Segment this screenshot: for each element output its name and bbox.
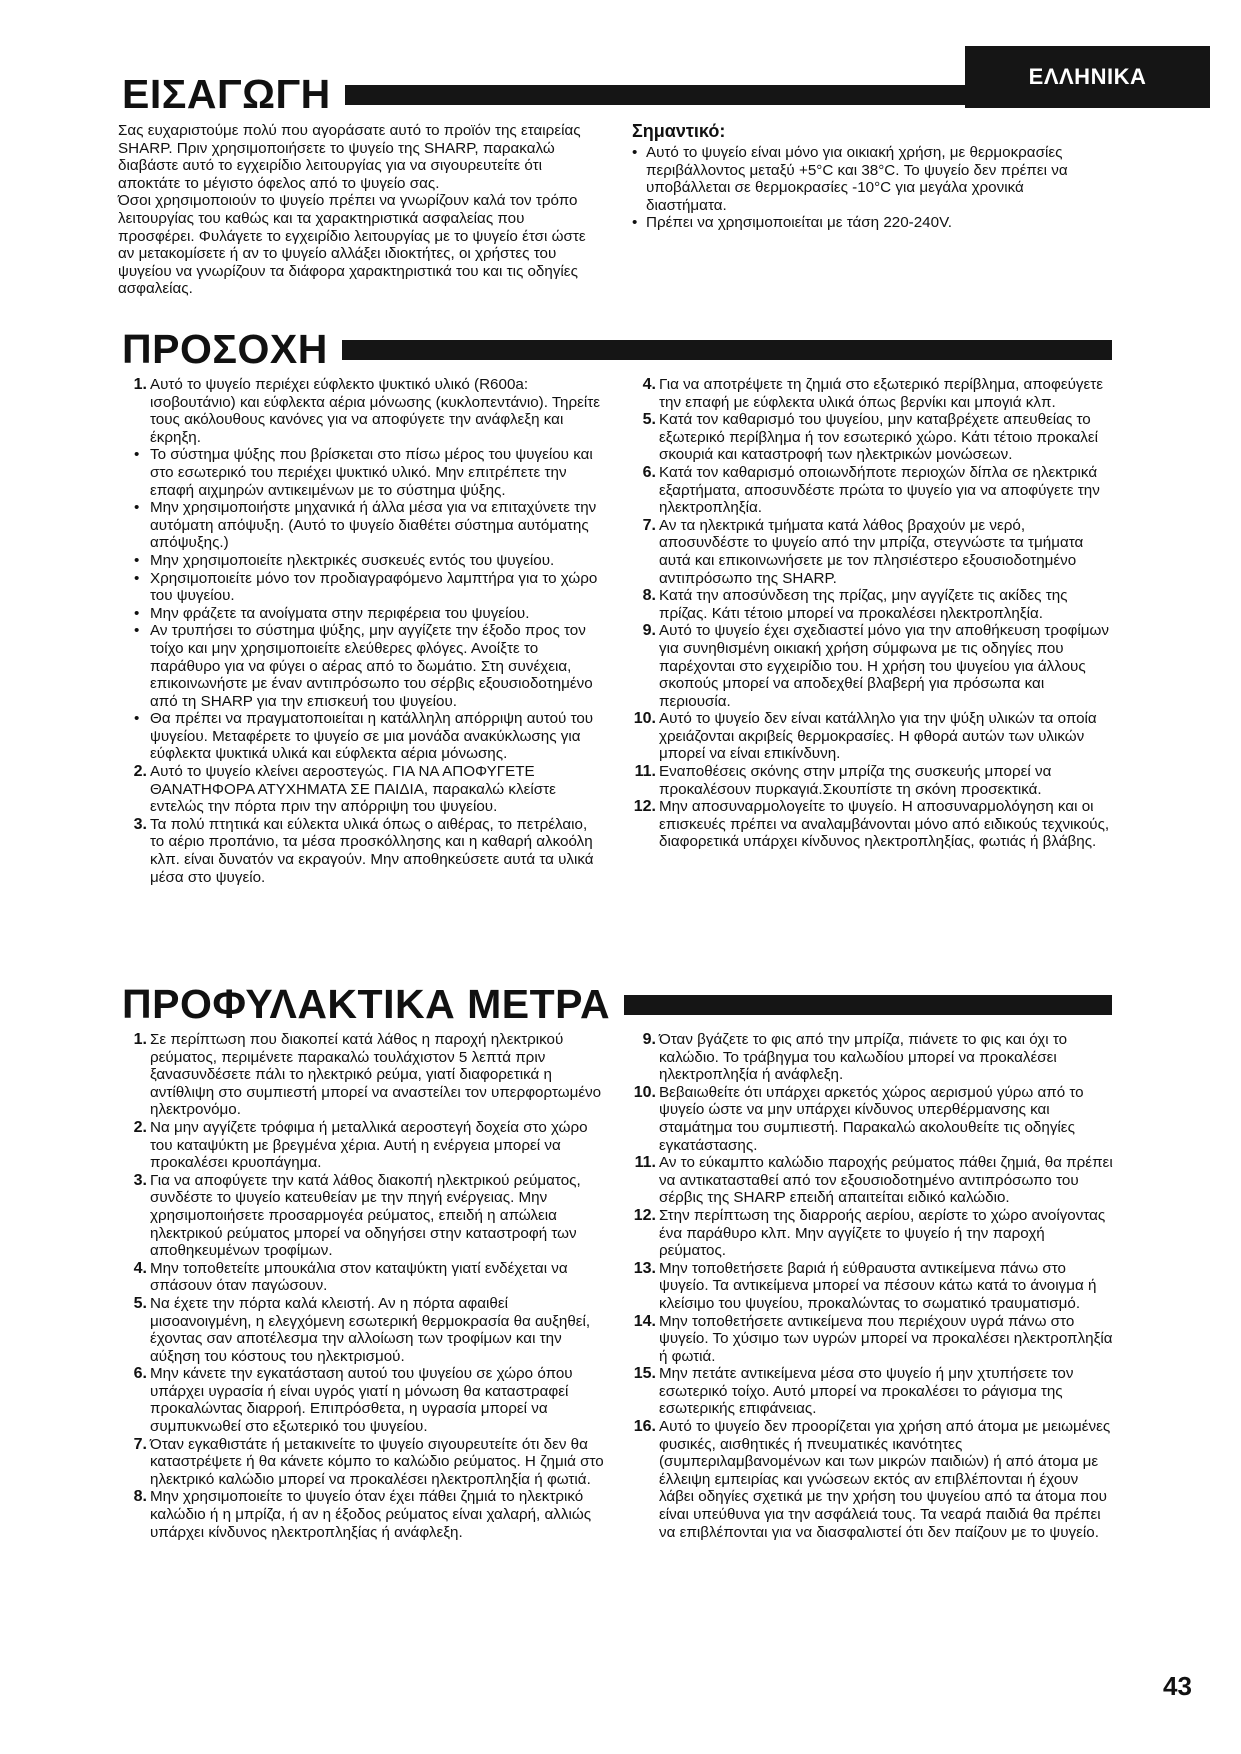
list-item — [626, 1365, 1114, 1418]
sub-bullet: • Αν τρυπήσει το σύστημα ψύξης, μην αγγίζετε την έξοδο προς τον τοίχο και μην χρησιμοποιείτε ελεύθερες φλόγες. Ανοίξτε το παράθυρο για να φύγει ο αέρας από το δωμάτιο. Στη συνέχεια, επικοινωνήστε με έναν αντιπρόσωπο του σέρβις εξουσιοδοτημένο από τη SHARP για την επισκευή του ψυγείου. — [134, 622, 605, 710]
list-item — [626, 1260, 1114, 1313]
item-text: Αυτό το ψυγείο δεν είναι κατάλληλο για την ψύξη υλικών τα οποία χρειάζονται ακριβείς θερμοκρασίες. Η φθορά αυτών των υλικών μπορεί να είναι επικίνδυνη. — [659, 710, 1097, 763]
item-text: Αυτό το ψυγείο περιέχει εύφλεκτο ψυκτικό υλικό (R600a: ισοβουτάνιο) και εύφλεκτα αέρια μόνωσης (κυκλοπεντάνιο). Τηρείτε τους ακόλουθους κανόνες για να αποφύγετε την ανάφλεξη και έκρηξη. — [150, 376, 601, 446]
caution-heading-row — [122, 326, 1112, 372]
list-item — [626, 763, 1114, 798]
item-text: Τα πολύ πτητικά και εύλεκτα υλικά όπως ο αιθέρας, το πετρέλαιο, το αέριο προπάνιο, τα μέσα προσκόλλησης και η καθαρή αλκοόλη κλπ. είναι δυνατόν να εκραγούν. Μην αποθηκεύσετε αυτά τα υλικά μέσα στο ψυγείο. — [150, 815, 594, 886]
sub-bullet: • Χρησιμοποιείτε μόνο τον προδιαγραφόμενο λαμπτήρα για το χώρο του ψυγείου. — [134, 570, 605, 605]
item-number: 7. — [133, 1435, 147, 1453]
item-text: Κατά τον καθαρισμό οποιωνδήποτε περιοχών δίπλα σε ηλεκτρικά εξαρτήματα, αποσυνδέστε πρώτα το ψυγείο για να αποφύγετε την ηλεκτροπληξία. — [659, 463, 1100, 517]
item-number: 16. — [633, 1418, 656, 1436]
list-item — [117, 1119, 605, 1172]
sub-bullet: • Μην χρησιμοποιήστε μηχανικά ή άλλα μέσα για να επιταχύνετε την αυτόματη απόψυξη. (Αυτό το ψυγείο διαθέτει σύστημα αυτόματης απόψυξης.) — [134, 499, 605, 552]
item-number: 3. — [133, 1171, 147, 1189]
language-tab: ΕΛΛΗΝΙΚΑ — [965, 46, 1210, 108]
list-item — [117, 1436, 605, 1489]
item-text: Μην τοποθετήσετε βαριά ή εύθραυστα αντικείμενα πάνω στο ψυγείο. Τα αντικείμενα μπορεί να πέσουν κάτω κατά το άνοιγμα ή κλείσιμο του ψυγείου, προκαλώντας το σωματικό τραυματισμό. — [659, 1259, 1097, 1312]
item-number: 12. — [633, 1206, 656, 1224]
precautions-left-list — [117, 1031, 605, 1541]
item-number: 12. — [633, 798, 656, 816]
sub-bullet: • Θα πρέπει να πραγματοποιείται η κατάλληλη απόρριψη αυτού του ψυγείου. Μεταφέρετε το ψυγείο σε μια μονάδα ανακύκλωσης για εύφλεκτα ψυκτικά υλικά και εύφλεκτα αέρια μόνωσης. — [134, 710, 605, 763]
important-item: • Πρέπει να χρησιμοποιείται με τάση 220-240V. — [632, 214, 1092, 232]
item-number: 5. — [642, 411, 656, 429]
list-item — [626, 710, 1114, 763]
item-number: 2. — [133, 1118, 147, 1136]
item-text: Αν τα ηλεκτρικά τμήματα κατά λάθος βραχούν με νερό, αποσυνδέστε το ψυγείο από την μπρίζα, στεγνώστε τα τμήματα αυτά και επικοινωνήσετε με τον πλησιέστερο εξουσιοδοτημένο αντιπρόσωπο της SHARP. — [659, 516, 1084, 587]
list-item — [626, 1084, 1114, 1154]
item-text: Αν το εύκαμπτο καλώδιο παροχής ρεύματος πάθει ζημιά, θα πρέπει να αντικατασταθεί από τον εξουσιοδοτημένο αντιπρόσωπο του σέρβις της SHARP επειδή απαιτείται ειδικό καλώδιο. — [659, 1154, 1113, 1207]
item-number: 11. — [634, 1154, 656, 1172]
item-number: 1. — [133, 1031, 147, 1048]
intro-heading: ΕΙΣΑΓΩΓΗ — [122, 71, 331, 117]
list-item — [626, 1207, 1114, 1260]
item-number: 9. — [642, 1031, 656, 1048]
item-text: Μην αποσυναρμολογείτε το ψυγείο. Η αποσυναρμολόγηση και οι επισκευές πρέπει να αναλαμβάνονται μόνο από ειδικούς τεχνικούς, διαφορετικά υπάρχει κίνδυνος ηλεκτροπληξίας, φωτιάς ή βλάβης. — [659, 798, 1110, 851]
item-text: Αυτό το ψυγείο κλείνει αεροστεγώς. ΓΙΑ ΝΑ ΑΠΟΦΥΓΕΤΕ ΘΑΝΑΤΗΦΟΡΑ ΑΤΥΧΗΜΑΤΑ ΣΕ ΠΑΙΔΙΑ, παρακαλώ κλείστε εντελώς την πόρτα πριν την απόρριψη του ψυγείου. — [150, 763, 556, 816]
caution-heading-bar — [342, 340, 1112, 360]
intro-paragraph: Σας ευχαριστούμε πολύ που αγοράσατε αυτό το προϊόν της εταιρείας SHARP. Πριν χρησιμοποιήσετε το ψυγείο της SHARP, παρακαλώ διαβάστε αυτό το εγχειρίδιο λειτουργίας για να σιγουρευτείτε ότι αποκτάτε το μέγιστο όφελος από το ψυγείο σας. — [118, 122, 581, 192]
precautions-heading: ΠΡΟΦΥΛΑΚΤΙΚΑ ΜΕΤΡΑ — [122, 981, 611, 1027]
item-number: 2. — [133, 763, 147, 781]
list-item — [626, 587, 1114, 622]
precautions-right-list — [626, 1031, 1114, 1541]
item-text: Στην περίπτωση της διαρροής αερίου, αερίστε το χώρο ανοίγοντας ένα παράθυρο κλπ. Μην αγγίζετε το ψυγείο ή την παροχή ρεύματος. — [659, 1206, 1106, 1260]
item-text: Για να αποτρέψετε τη ζημιά στο εξωτερικό περίβλημα, αποφεύγετε την επαφή με εύφλεκτα υλικά όπως βερνίκι και μπογιά κλπ. — [659, 376, 1104, 411]
list-item — [626, 517, 1114, 587]
sub-bullet-list — [134, 446, 605, 763]
caution-heading: ΠΡΟΣΟΧΗ — [122, 326, 328, 372]
intro-text — [118, 122, 604, 298]
intro-paragraph: Όσοι χρησιμοποιούν το ψυγείο πρέπει να γνωρίζουν καλά τον τρόπο λειτουργίας του καθώς και τα χαρακτηριστικά ασφαλείας που προσφέρει. Φυλάγετε το εγχειρίδιο λειτουργίας με το ψυγείο έτσι ώστε αν μετακομίσετε ή αν το ψυγείο αλλάξει ιδιοκτήτες, οι χρήστες του ψυγείου να γνωρίζουν τα διάφορα χαρακτηριστικά του και τις οδηγίες ασφαλείας. — [118, 192, 586, 298]
item-text: Κατά τον καθαρισμό του ψυγείου, μην καταβρέχετε απευθείας το εξωτερικό περίβλημα ή τον εσωτερικό χώρο. Κάτι τέτοιο προκαλεί σκουριά και καταστροφή των ηλεκτρικών μονώσεων. — [659, 411, 1099, 464]
item-text: Εναποθέσεις σκόνης στην μπρίζα της συσκευής μπορεί να προκαλέσουν πυρκαγιά.Σκουπίστε τη σκόνη προσεκτικά. — [659, 763, 1052, 798]
item-text: Βεβαιωθείτε ότι υπάρχει αρκετός χώρος αερισμού γύρω από το ψυγείο ώστε να μην υπάρχει κίνδυνος υπερθέρμανσης και σταμάτημα του συμπιεστή. Παρακαλώ ακολουθείτε τις οδηγίες εγκατάστασης. — [659, 1083, 1084, 1154]
item-number: 8. — [642, 587, 656, 605]
item-text: Όταν εγκαθιστάτε ή μετακινείτε το ψυγείο σιγουρευτείτε ότι δεν θα καταστρέψετε ή θα κάνετε κόμπο το καλώδιο ρεύματος. Η ζημιά στο ηλεκτρικό καλώδιο μπορεί να προκαλέσει ηλεκτροπληξία ή φωτιά. — [150, 1435, 604, 1488]
caution-right-list — [626, 376, 1114, 851]
precautions-heading-bar — [624, 995, 1112, 1015]
list-item — [117, 1365, 605, 1435]
list-item — [626, 1418, 1114, 1541]
item-text: Σε περίπτωση που διακοπεί κατά λάθος η παροχή ηλεκτρικού ρεύματος, περιμένετε παρακαλώ τουλάχιστον 5 λεπτά πριν ξανασυνδέσετε πάλι το ηλεκτρικό ρεύμα, γιατί διαφορετικά η αντίθλιψη στο συμπιεστή μπορεί να αναστείλει τον υπερφορτωμένο ηλεκτρονόμο. — [150, 1031, 602, 1119]
item-text: Μην πετάτε αντικείμενα μέσα στο ψυγείο ή μην χτυπήσετε τον εσωτερικό τοίχο. Αυτό μπορεί να προκαλέσει το ράγισμα της εσωτερικής επιφάνειας. — [659, 1365, 1074, 1418]
list-item — [117, 816, 605, 886]
item-number: 6. — [642, 463, 656, 481]
list-item — [117, 1260, 605, 1295]
list-item — [626, 411, 1114, 464]
item-number: 15. — [633, 1365, 656, 1383]
item-text: Να μην αγγίζετε τρόφιμα ή μεταλλικά αεροστεγή δοχεία στο χώρο του καταψύκτη με βρεγμένα χέρια. Αυτή η ενέργεια μπορεί να προκαλέσει κρυοπάγημα. — [150, 1118, 588, 1172]
list-item — [117, 1031, 605, 1119]
item-text: Όταν βγάζετε το φις από την μπρίζα, πιάνετε το φις και όχι το καλώδιο. Το τράβηγμα του καλωδίου μπορεί να προκαλέσει ηλεκτροπληξία ή ανάφλεξη. — [659, 1031, 1068, 1084]
item-number: 9. — [642, 622, 656, 640]
item-text: Μην τοποθετήσετε αντικείμενα που περιέχουν υγρά πάνω στο ψυγείο. Το χύσιμο των υγρών μπορεί να προκαλέσει ηλεκτροπληξία ή φωτιά. — [659, 1312, 1113, 1365]
item-text: Κατά την αποσύνδεση της πρίζας, μην αγγίζετε τις ακίδες της πρίζας. Κάτι τέτοιο μπορεί να προκαλέσει ηλεκτροπληξία. — [659, 587, 1068, 622]
item-number: 14. — [633, 1312, 656, 1330]
item-text: Να έχετε την πόρτα καλά κλειστή. Αν η πόρτα αφαιθεί μισοανοιγμένη, η ελεγχόμενη εσωτερική θερμοκρασία θα αυξηθεί, έχοντας σαν αποτέλεσμα την αλλοίωση των τροφίμων και την αύξηση του κόστους του ηλεκτρισμού. — [150, 1294, 591, 1365]
item-text: Μην τοποθετείτε μπουκάλια στον καταψύκτη γιατί ενδέχεται να σπάσουν όταν παγώσουν. — [150, 1259, 568, 1295]
important-item: • Αυτό το ψυγείο είναι μόνο για οικιακή χρήση, με θερμοκρασίες περιβάλλοντος μεταξύ +5°C και 38°C. Το ψυγείο δεν πρέπει να υποβάλλεται σε θερμοκρασίες -10°C για μεγάλα χρονικά διαστήματα. — [632, 144, 1092, 214]
item-number: 5. — [133, 1294, 147, 1312]
list-item — [117, 1488, 605, 1541]
item-number: 3. — [133, 815, 147, 833]
sub-bullet: • Μην χρησιμοποιείτε ηλεκτρικές συσκευές εντός του ψυγείου. — [134, 552, 605, 570]
sub-bullet: • Μην φράζετε τα ανοίγματα στην περιφέρεια του ψυγείου. — [134, 605, 605, 623]
item-number: 8. — [133, 1488, 147, 1506]
important-list — [632, 144, 1092, 232]
item-number: 10. — [633, 1083, 656, 1101]
precautions-heading-row — [122, 981, 1112, 1027]
sub-bullet: • Το σύστημα ψύξης που βρίσκεται στο πίσω μέρος του ψυγείου και στο εσωτερικό του περιέχει ψυκτικό υλικό. Μην επιτρέπετε την επαφή αιχμηρών αντικειμένων με το σύστημα ψύξης. — [134, 446, 605, 499]
intro-heading-row — [122, 71, 967, 117]
list-item — [626, 376, 1114, 411]
important-block — [632, 120, 1092, 232]
list-item — [626, 1313, 1114, 1366]
list-item — [626, 1154, 1114, 1207]
item-number: 1. — [133, 376, 147, 393]
page-number: 43 — [1163, 1671, 1192, 1701]
list-item — [117, 1172, 605, 1260]
item-text: Για να αποφύγετε την κατά λάθος διακοπή ηλεκτρικού ρεύματος, συνδέστε το ψυγείο κατευθείαν με την πηγή ενέργειας. Μην χρησιμοποιήσετε προσαρμογέα ρεύματος, επειδή η απώλεια ηλεκτρικού ρεύματος μπορεί να οδηγήσει στην καταστροφή των αποθηκευμένων τροφίμων. — [150, 1171, 581, 1260]
list-item — [626, 798, 1114, 851]
item-number: 13. — [633, 1259, 656, 1277]
list-item — [117, 1295, 605, 1365]
item-number: 11. — [634, 763, 656, 781]
list-item — [626, 622, 1114, 710]
item-number: 6. — [133, 1365, 147, 1383]
list-item — [117, 763, 605, 816]
item-number: 4. — [642, 376, 656, 393]
item-number: 10. — [633, 710, 656, 728]
list-item — [626, 464, 1114, 517]
item-text: Μην χρησιμοποιείτε το ψυγείο όταν έχει πάθει ζημιά το ηλεκτρικό καλώδιο ή η μπρίζα, ή αν η έξοδος ρεύματος είναι χαλαρή, αλλιώς υπάρχει κίνδυνος ηλεκτροπληξίας ή ανάφλεξη. — [150, 1488, 592, 1541]
caution-left-list — [117, 376, 605, 886]
item-text: Αυτό το ψυγείο δεν προορίζεται για χρήση από άτομα με μειωμένες φυσικές, αισθητικές ή πνευματικές ικανότητες (συμπεριλαμβανομένων και των μικρών παιδιών) ή από άτομα με έλλειψη εμπειρίας και γνώσεων εκτός αν επιβλέπονται ή έχουν λάβει οδηγίες σχετικά με την χρήση του ψυγείου από τα άτομα που είναι υπεύθυνα για την ασφάλειά τους. Τα νεαρά παιδιά θα πρέπει να επιβλέπονται για να διασφαλιστεί ότι δεν παίζουν με το ψυγείο. — [659, 1418, 1111, 1541]
list-item — [117, 376, 605, 763]
item-text: Αυτό το ψυγείο έχει σχεδιαστεί μόνο για την αποθήκευση τροφίμων για συνηθισμένη οικιακή χρήση σύμφωνα με τις οδηγίες που παρέχονται στο εγχειρίδιο του. Η χρήση του ψυγείου για άλλους σκοπούς μπορεί να αποδεχθεί βλαβερή για πρόσωπα και περιουσία. — [659, 622, 1109, 710]
intro-heading-bar — [345, 85, 967, 105]
item-number: 7. — [642, 516, 656, 534]
item-text: Μην κάνετε την εγκατάσταση αυτού του ψυγείου σε χώρο όπου υπάρχει υγρασία ή είναι υγρός γιατί η μόνωση θα καταστραφεί προκαλώντας διαρροή. Επιπρόσθετα, η υγρασία μπορεί να συμπυκνωθεί στο εξωτερικό του ψυγείου. — [150, 1365, 573, 1436]
important-title: Σημαντικό: — [632, 121, 726, 141]
list-item — [626, 1031, 1114, 1084]
item-number: 4. — [133, 1259, 147, 1277]
